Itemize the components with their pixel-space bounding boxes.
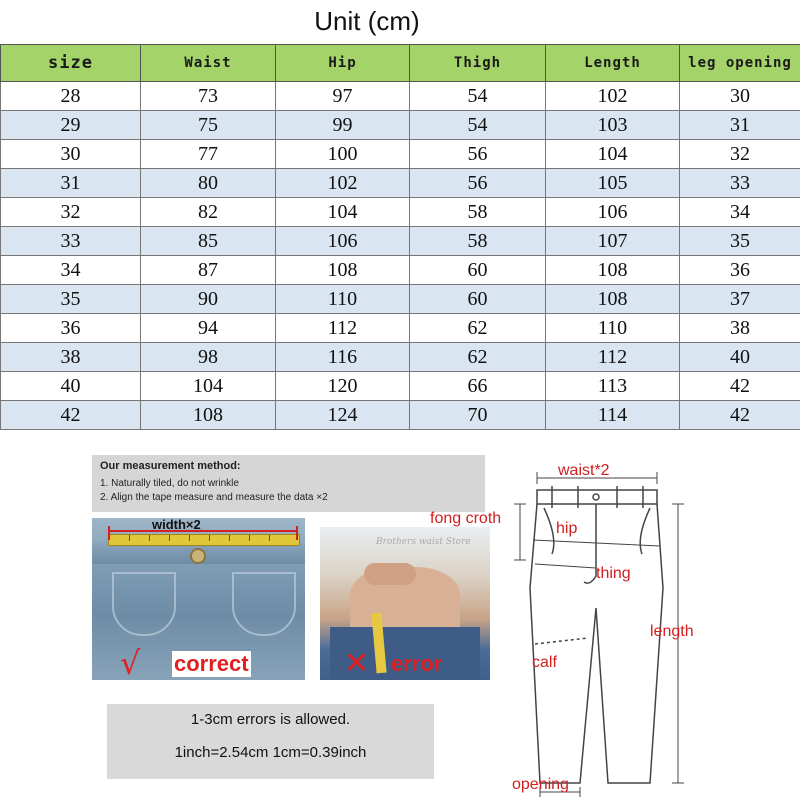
cell-waist: 87 [141, 256, 276, 285]
cell-length: 114 [546, 401, 680, 430]
table-row [1, 140, 800, 169]
cell-thigh: 70 [410, 401, 546, 430]
cell-hip: 99 [276, 111, 410, 140]
cell-size: 33 [1, 227, 141, 256]
cell-length: 108 [546, 256, 680, 285]
table-header-row [1, 45, 800, 82]
cell-size: 36 [1, 314, 141, 343]
diagram-label-length: length [650, 623, 694, 641]
column-header-hip: Hip [276, 45, 410, 82]
cell-length: 113 [546, 372, 680, 401]
cell-size: 34 [1, 256, 141, 285]
measurement-method-box [92, 455, 485, 512]
cell-leg-opening: 30 [680, 82, 800, 111]
column-header-waist: Waist [141, 45, 276, 82]
cell-waist: 98 [141, 343, 276, 372]
cell-size: 32 [1, 198, 141, 227]
method-title: Our measurement method: [100, 460, 241, 472]
cell-hip: 100 [276, 140, 410, 169]
jeans-pocket [112, 572, 176, 636]
cell-length: 107 [546, 227, 680, 256]
cell-length: 108 [546, 285, 680, 314]
cell-leg-opening: 33 [680, 169, 800, 198]
cell-hip: 97 [276, 82, 410, 111]
table-row [1, 401, 800, 430]
tolerance-note-box [107, 704, 434, 779]
column-header-size: size [1, 45, 141, 82]
cell-length: 110 [546, 314, 680, 343]
cell-hip: 124 [276, 401, 410, 430]
width-label: width×2 [152, 518, 201, 532]
cell-hip: 120 [276, 372, 410, 401]
width-indicator-end [296, 526, 298, 540]
cell-thigh: 56 [410, 140, 546, 169]
column-header-leg-opening: leg opening [680, 45, 800, 82]
diagram-label-opening: opening [512, 776, 569, 794]
cell-thigh: 66 [410, 372, 546, 401]
cell-hip: 108 [276, 256, 410, 285]
cell-thigh: 60 [410, 285, 546, 314]
hand [364, 563, 416, 585]
cell-hip: 102 [276, 169, 410, 198]
cell-waist: 75 [141, 111, 276, 140]
jeans-button-icon [190, 548, 206, 564]
size-table-container [0, 44, 800, 437]
cell-waist: 73 [141, 82, 276, 111]
tolerance-text: 1-3cm errors is allowed. [107, 711, 434, 728]
width-indicator-end [108, 526, 110, 540]
cell-thigh: 54 [410, 111, 546, 140]
cross-icon: ✕ [344, 646, 369, 681]
cell-size: 29 [1, 111, 141, 140]
cell-waist: 94 [141, 314, 276, 343]
unit-title: Unit (cm) [0, 6, 734, 37]
diagram-label-waist: waist*2 [558, 462, 610, 480]
trousers-diagram [500, 458, 800, 800]
method-step-2: 2. Align the tape measure and measure the data ×2 [100, 492, 328, 503]
cell-thigh: 56 [410, 169, 546, 198]
table-row [1, 227, 800, 256]
cell-thigh: 62 [410, 314, 546, 343]
table-body [1, 82, 800, 430]
cell-thigh: 60 [410, 256, 546, 285]
cell-hip: 106 [276, 227, 410, 256]
section-divider [0, 433, 800, 437]
trousers-waistband [537, 490, 657, 504]
correct-label: correct [172, 651, 251, 677]
size-table [0, 44, 800, 430]
cell-hip: 116 [276, 343, 410, 372]
cell-leg-opening: 42 [680, 372, 800, 401]
error-label: error [391, 651, 442, 677]
jeans-pocket [232, 572, 296, 636]
table-row [1, 82, 800, 111]
cell-length: 112 [546, 343, 680, 372]
tape-measure [108, 534, 300, 546]
cell-size: 30 [1, 140, 141, 169]
cell-hip: 112 [276, 314, 410, 343]
cell-thigh: 58 [410, 198, 546, 227]
cell-leg-opening: 38 [680, 314, 800, 343]
column-header-thigh: Thigh [410, 45, 546, 82]
watermark-text: Brothers waist Store [376, 537, 471, 547]
cell-length: 105 [546, 169, 680, 198]
cell-length: 103 [546, 111, 680, 140]
column-header-length: Length [546, 45, 680, 82]
diagram-label-thing: thing [596, 565, 631, 583]
cell-waist: 104 [141, 372, 276, 401]
diagram-label-fong-croth: fong croth [430, 510, 501, 528]
table-row [1, 372, 800, 401]
cell-thigh: 62 [410, 343, 546, 372]
cell-thigh: 54 [410, 82, 546, 111]
cell-leg-opening: 31 [680, 111, 800, 140]
cell-leg-opening: 34 [680, 198, 800, 227]
method-step-1: 1. Naturally tiled, do not wrinkle [100, 478, 239, 489]
cell-size: 35 [1, 285, 141, 314]
cell-waist: 90 [141, 285, 276, 314]
cell-leg-opening: 35 [680, 227, 800, 256]
cell-leg-opening: 40 [680, 343, 800, 372]
cell-waist: 85 [141, 227, 276, 256]
table-row [1, 111, 800, 140]
cell-length: 106 [546, 198, 680, 227]
cell-leg-opening: 37 [680, 285, 800, 314]
cell-leg-opening: 42 [680, 401, 800, 430]
cell-size: 38 [1, 343, 141, 372]
cell-waist: 80 [141, 169, 276, 198]
unit-conversion-text: 1inch=2.54cm 1cm=0.39inch [107, 744, 434, 761]
cell-length: 102 [546, 82, 680, 111]
cell-leg-opening: 32 [680, 140, 800, 169]
cell-waist: 82 [141, 198, 276, 227]
cell-waist: 77 [141, 140, 276, 169]
width-indicator-line [108, 530, 298, 532]
cell-length: 104 [546, 140, 680, 169]
cell-leg-opening: 36 [680, 256, 800, 285]
cell-hip: 110 [276, 285, 410, 314]
cell-waist: 108 [141, 401, 276, 430]
diagram-label-hip: hip [556, 520, 577, 538]
table-row [1, 314, 800, 343]
cell-thigh: 58 [410, 227, 546, 256]
cell-size: 40 [1, 372, 141, 401]
table-row [1, 198, 800, 227]
table-row [1, 285, 800, 314]
cell-hip: 104 [276, 198, 410, 227]
cell-size: 31 [1, 169, 141, 198]
cell-size: 28 [1, 82, 141, 111]
table-row [1, 169, 800, 198]
table-row [1, 343, 800, 372]
table-row [1, 256, 800, 285]
diagram-label-calf: calf [532, 654, 557, 672]
checkmark-icon: √ [120, 644, 140, 682]
cell-size: 42 [1, 401, 141, 430]
